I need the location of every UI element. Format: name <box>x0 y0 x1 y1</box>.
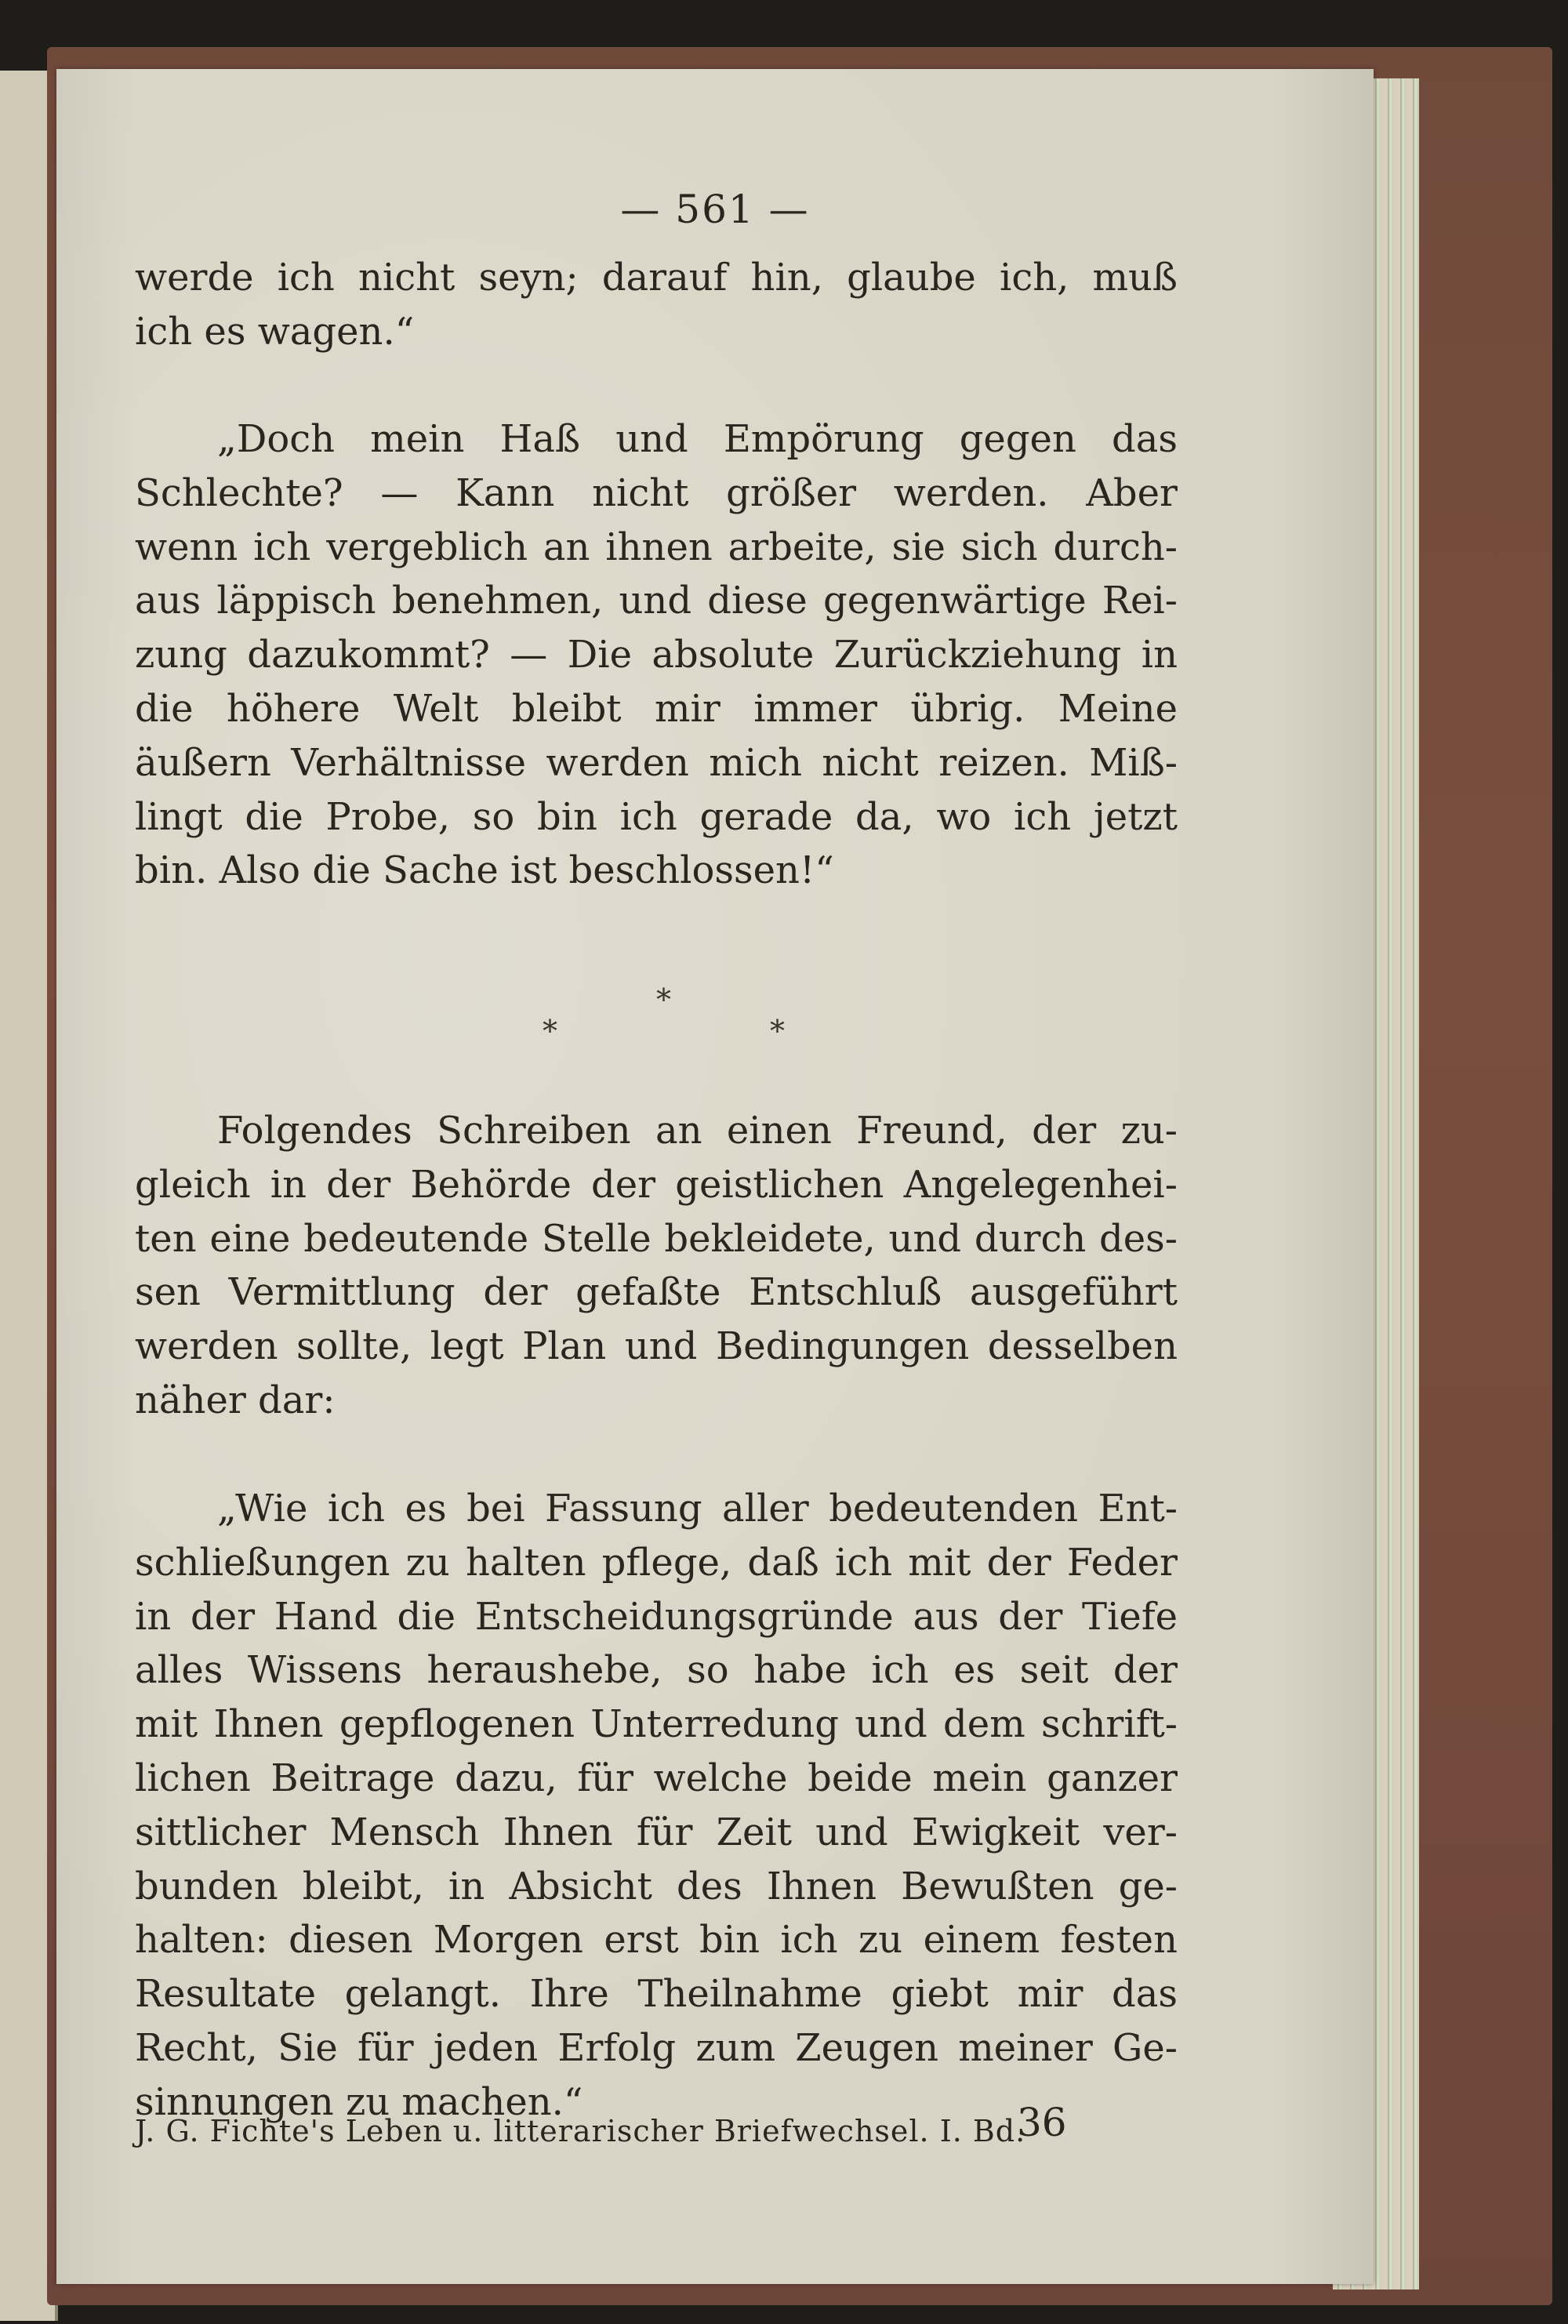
text-line: Recht, Sie für jeden Erfolg zum Zeugen meiner Ge- <box>135 2025 1178 2070</box>
text-line: lingt die Probe, so bin ich gerade da, wo ich jetzt <box>135 794 1178 839</box>
text-line: bin. Also die Sache ist beschlossen!“ <box>135 848 834 893</box>
text-line: ten eine bedeutende Stelle bekleidete, und durch des- <box>135 1216 1178 1261</box>
text-line: halten: diesen Morgen erst bin ich zu einem festen <box>135 1918 1178 1963</box>
text-line: gleich in der Behörde der geistlichen Angelegenhei- <box>135 1162 1178 1207</box>
asterisk: * <box>770 1014 785 1048</box>
text-line: die höhere Welt bleibt mir immer übrig. Meine <box>135 686 1178 731</box>
text-line: „Wie ich es bei Fassung aller bedeutenden Ent- <box>217 1487 1178 1531</box>
text-line: aus läppisch benehmen, und diese gegenwärtige Rei- <box>135 579 1178 623</box>
text-line: „Doch mein Haß und Empörung gegen das <box>217 417 1178 461</box>
text-line: sinnungen zu machen.“ <box>135 2079 583 2124</box>
text-line: Schlechte? — Kann nicht größer werden. Aber <box>135 470 1178 515</box>
text-line: werden sollte, legt Plan und Bedingungen desselben <box>135 1324 1178 1369</box>
page-header-number: — 561 — <box>620 187 810 232</box>
asterisk: * <box>543 1014 557 1048</box>
section-divider <box>543 982 793 1048</box>
text-line: zung dazukommt? — Die absolute Zurückziehung in <box>135 633 1178 677</box>
text-line: mit Ihnen gepflogenen Unterredung und dem schrift- <box>135 1702 1178 1747</box>
text-line: in der Hand die Entscheidungsgründe aus der Tiefe <box>135 1594 1178 1639</box>
paragraph-3 <box>135 1104 1178 1428</box>
paragraph-1 <box>135 251 1178 359</box>
text-line: bunden bleibt, in Absicht des Ihnen Bewußten ge- <box>135 1864 1178 1908</box>
text-line: wenn ich vergeblich an ihnen arbeite, sie sich durch- <box>135 525 1178 569</box>
text-line: schließungen zu halten pflege, daß ich mit der Feder <box>135 1540 1178 1585</box>
text-line: lichen Beitrage dazu, für welche beide mein ganzer <box>135 1756 1178 1800</box>
text-line: ich es wagen.“ <box>135 309 415 354</box>
paragraph-2 <box>135 412 1178 898</box>
text-line: näher dar: <box>135 1378 336 1422</box>
text-line: werde ich nicht seyn; darauf hin, glaube ich, muß <box>135 256 1178 300</box>
book-page <box>56 69 1374 2284</box>
paragraph-4 <box>135 1482 1178 2130</box>
text-line: Resultate gelangt. Ihre Theilnahme giebt mir das <box>135 1972 1178 2017</box>
footer-signature: J. G. Fichte's Leben u. litterarischer Briefwechsel. I. Bd. <box>135 2114 1026 2148</box>
text-line: sittlicher Mensch Ihnen für Zeit und Ewigkeit ver- <box>135 1810 1178 1854</box>
footer-sheet-number: 36 <box>1017 2100 1067 2145</box>
asterisk: * <box>656 982 671 1017</box>
text-line: äußern Verhältnisse werden mich nicht reizen. Miß- <box>135 740 1178 785</box>
text-line: alles Wissens heraushebe, so habe ich es seit der <box>135 1648 1178 1693</box>
text-line: sen Vermittlung der gefaßte Entschluß ausgeführt <box>135 1270 1178 1315</box>
text-line: Folgendes Schreiben an einen Freund, der zu- <box>217 1109 1178 1153</box>
